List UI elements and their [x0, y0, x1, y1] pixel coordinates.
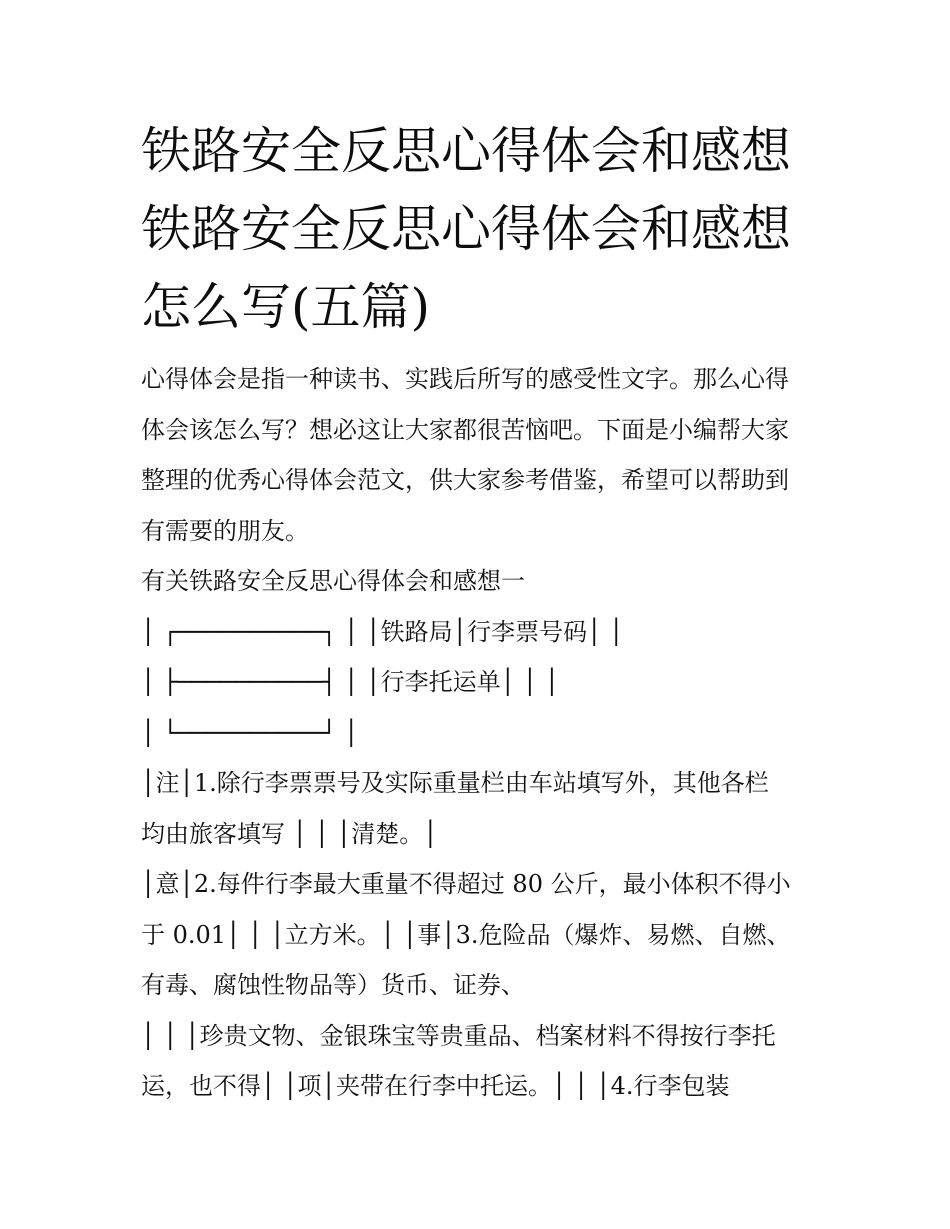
- title-line: 铁路安全反思心得体会和感想: [141, 122, 791, 180]
- body-line: 体会该怎么写？想必这让大家都很苦恼吧。下面是小编帮大家: [141, 415, 789, 444]
- section-heading: 有关铁路安全反思心得体会和感想一: [141, 567, 525, 595]
- body-line: │注│1.除行李票票号及实际重量栏由车站填写外，其他各栏: [141, 769, 769, 797]
- document-title: [141, 112, 821, 346]
- body-line: 于 0.01│ │ │立方米。│ │事│3.危险品（爆炸、易燃、自燃、: [141, 920, 791, 949]
- title-line: 铁路安全反思心得体会和感想: [141, 200, 791, 258]
- body-line: 运，也不得│ │项│夹带在行李中托运。│ │ │4.行李包装: [141, 1072, 730, 1100]
- document-page: [141, 112, 821, 1112]
- body-line: 有毒、腐蚀性物品等）货币、证券、: [141, 971, 525, 999]
- table-art-line: │ ├──────────┤ │ │行李托运单│ │ │: [141, 668, 560, 696]
- document-body: [141, 354, 821, 1112]
- body-line: 整理的优秀心得体会范文，供大家参考借鉴，希望可以帮助到: [141, 466, 789, 494]
- table-art-line: │ ┌──────────┐ │ │铁路局│行李票号码│ │: [141, 617, 624, 646]
- body-line: │ │ │珍贵文物、金银珠宝等贵重品、档案材料不得按行李托: [141, 1021, 776, 1050]
- table-art-line: │ └──────────┘ │: [141, 718, 359, 747]
- body-line: 均由旅客填写 │ │ │清楚。│: [141, 819, 438, 848]
- body-line: 心得体会是指一种读书、实践后所写的感受性文字。那么心得: [141, 365, 789, 393]
- title-line: 怎么写(五篇): [141, 278, 431, 336]
- body-line: │意│2.每件行李最大重量不得超过 80 公斤，最小体积不得小: [141, 870, 791, 898]
- body-line: 有需要的朋友。: [141, 516, 309, 545]
